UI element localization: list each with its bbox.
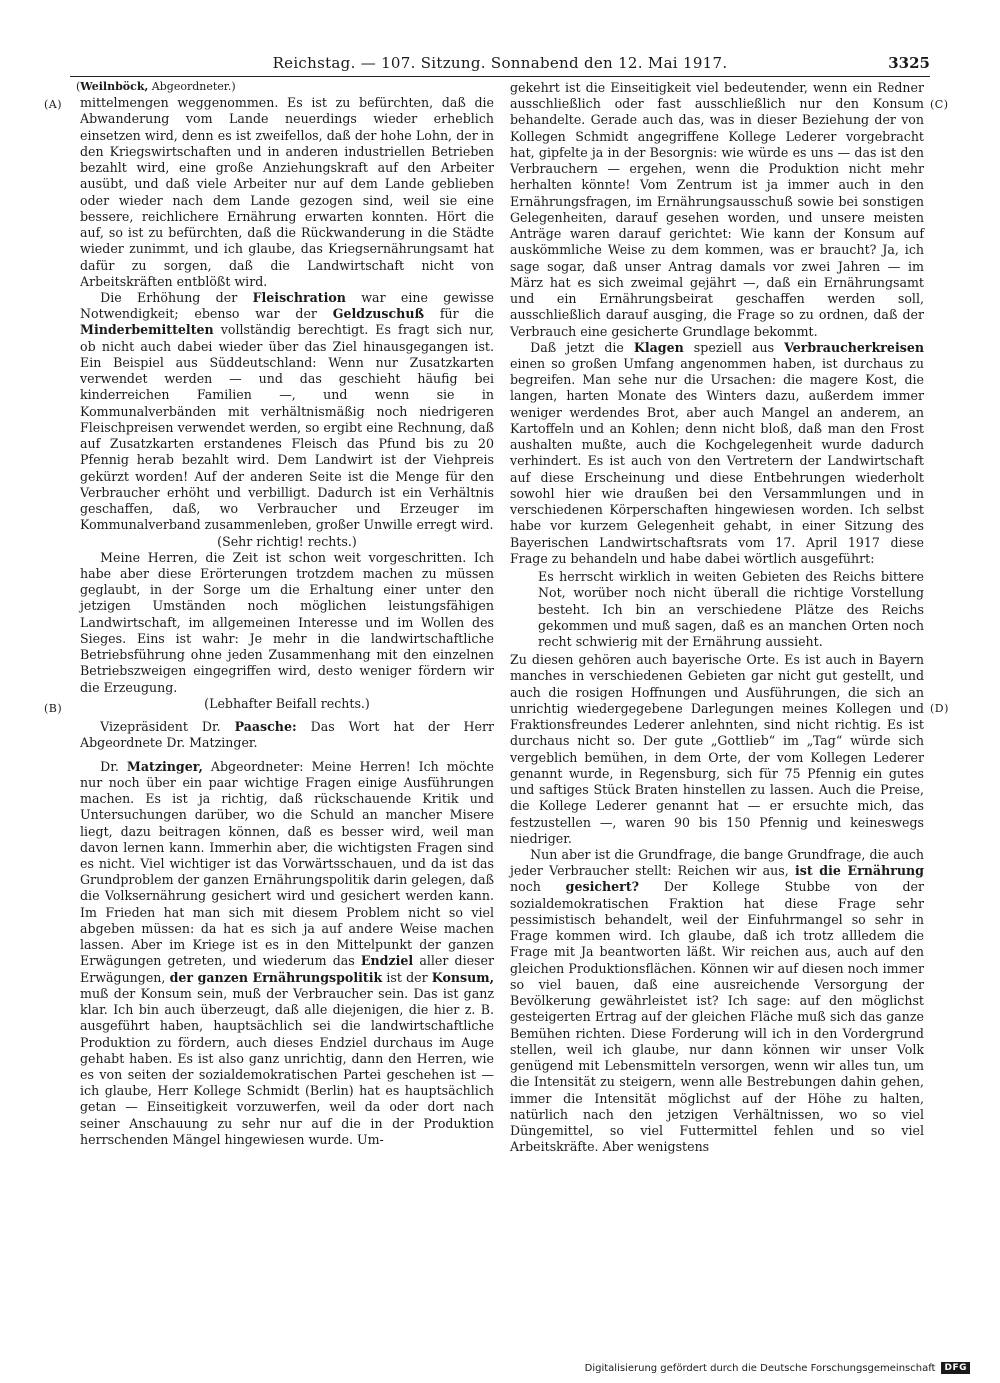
credit-text: Digitalisierung gefördert durch die Deutsche Forschungsgemeinschaft — [584, 1362, 936, 1374]
right-column — [510, 80, 924, 1320]
paragraph: Zu diesen gehören auch bayerische Orte. Es ist auch in Bayern manches in verschiedenen Gebieten gar nicht gut gestellt, und auch die rosigen Hoffnungen und Ausführungen, die sich an unrichtig wiedergegebene Darlegungen meines Kollegen und Fraktionsfreundes Lederer anlehnten, sind nicht richtig. Es ist durchaus nicht so. Der gute „Gottlieb“ im „Tag“ würde sich vergeblich bemühen, in dem Orte, der vom Kollegen Lederer genannt wurde, in Regensburg, sich für 75 Pfennig ein gutes und saftiges Stück Braten hinstellen zu lassen. Auch die Preise, die Kollege Lederer genannt hat — er ersuchte mich, das festzustellen —, waren 90 bis 150 Pfennig und keineswegs niedriger. — [510, 652, 924, 846]
paragraph: mittelmengen weggenommen. Es ist zu befürchten, daß die Abwanderung vom Lande neuerdings wieder erheblich einsetzen wird, denn es ist zweifellos, daß der hohe Lohn, der in den Kriegswirtschaften und in anderen industriellen Betrieben bezahlt wird, eine große Anziehungskraft auf den Arbeiter ausübt, und daß viele Arbeiter nur auf dem Lande geblieben oder wieder nach dem Lande gezogen sind, weil sie eine bessere, reichlichere Ernährung erwarten konnten. Hört die auf, so ist zu befürchten, daß die Rückwanderung in die Städte wieder zunimmt, und ich glaube, das Kriegsernährungsamt hat dafür zu sorgen, daß die Landwirtschaft nicht von Arbeitskräften entblößt wird. — [80, 95, 494, 289]
paragraph: Meine Herren, die Zeit ist schon weit vorgeschritten. Ich habe aber diese Erörterungen trotzdem machen zu müssen geglaubt, in der Sorge um die Erhaltung einer unter den jetzigen Umständen noch möglichen leistungsfähigen Landwirtschaft, im allgemeinen Interesse und im Wollen des Sieges. Eins ist wahr: Je mehr in die landwirtschaftliche Betriebsführung ohne jeden Zusammenhang mit den einzelnen Betriebszweigen eingegriffen wird, desto weniger fördern wir die Erzeugung. — [80, 549, 494, 695]
paragraph: Dr. Matzinger, Abgeordneter: Meine Herren! Ich möchte nur noch über ein paar wichtige Fragen einige Ausführungen machen. Es ist ja richtig, daß rückschauende Kritik und Untersuchungen darüber, wo die Schuld an mancher Misere liegt, dazu beitragen können, daß es besser wird, weil man davon lernen kann. Immerhin aber, die wichtigsten Fragen sind es nicht. Viel wichtiger ist das Vorwärtsschauen, und da ist das Grundproblem der ganzen Ernährungspolitik darin gelegen, daß die Volksernährung gesichert wird und gesichert werden kann. Im Frieden hat man sich mit diesem Problem nicht so viel abgeben müssen: da hat es sich ja auf andere Weise machen lassen. Aber im Kriege ist es in den Mittelpunkt der ganzen Erwägungen getreten, und wiederum das Endziel aller dieser Erwägungen, der ganzen Ernährungspolitik ist der Konsum, muß der Konsum sein, muß der Verbraucher sein. Das ist ganz klar. Ich bin auch überzeugt, daß alle diejenigen, die hier z. B. ausgeführt haben, hauptsächlich sei die landwirtschaftliche Produktion zu fördern, auch dieses Endziel durchaus im Auge gehabt haben. Es ist also ganz unrichtig, dann den Herren, wie es von seiten der sozialdemokratischen Partei geschehen ist — ich glaube, Herr Kollege Schmidt (Berlin) hat es hauptsächlich getan — Einseitigkeit vorzuwerfen, weil da oder dort nach seiner Anschauung zu sehr nur auf die in der Produktion herrschenden Mängel hingewiesen wurde. Um- — [80, 758, 494, 1147]
interjection: (Lebhafter Beifall rechts.) — [204, 695, 370, 711]
footer-credit — [585, 1362, 970, 1374]
running-header — [70, 48, 930, 77]
block-quote: Es herrscht wirklich in weiten Gebieten des Reichs bittere Not, worüber noch nicht überall die richtige Vorstellung besteht. Ich bin an verschiedene Plätze des Reichs gekommen und muß sagen, daß es an manchen Orten noch recht schwierig mit der Ernährung aussieht. — [538, 569, 924, 649]
paragraph: gekehrt ist die Einseitigkeit viel bedeutender, wenn ein Redner ausschließlich oder fast ausschließlich nur den Konsum behandelte. Gerade auch das, was in dieser Beziehung der von Kollegen Schmidt angegriffene Kollege Lederer vorgebracht hat, gipfelte ja in der Besorgnis: wie würde es uns — das ist den Verbrauchern — ergehen, wenn die Produktion nicht mehr herhalten könnte! Vom Zentrum ist ja immer auch in den Ernährungsfragen, im Ernährungsausschuß sowie bei sonstigen Gelegenheiten, darauf gesehen worden, und unsere meisten Anträge waren darauf gerichtet: Wie kann der Konsum auf auskömmliche Weise zu dem kommen, was er braucht? Ja, ich sage sogar, daß unser Antrag damals vor zwei Jahren — im März hat es sich zweimal gejährt —, daß ein Ernährungsamt und ein Ernährungsbeirat geschaffen werden soll, ausschließlich darauf ausging, die Frage so zu ordnen, daß der Verbrauch eine gesicherte Grundlage bekommt. — [510, 80, 924, 339]
speaker-name: Weilnböck, — [80, 80, 149, 93]
page-number: 3325 — [888, 54, 930, 72]
margin-marker-a: (A) — [44, 98, 63, 111]
paragraph: Vizepräsident Dr. Paasche: Das Wort hat der Herr Abgeordnete Dr. Matzinger. — [80, 719, 494, 751]
margin-marker-d: (D) — [930, 702, 949, 715]
paragraph: Daß jetzt die Klagen speziell aus Verbraucherkreisen einen so großen Umfang angenommen haben, ist durchaus zu begreifen. Man sehe nur die Ursachen: die magere Kost, die langen, harten Monate des Winters dazu, außerdem immer weniger werdendes Brot, aber auch Mangel an anderem, an Kartoffeln und an Kohlen; denn nicht bloß, daß man den Frost aushalten mußte, auch die Kochgelegenheit wurde dadurch verhindert. Es ist auch von den Vertretern der Landwirtschaft auf diese Erscheinung und diese Entbehrungen wiederholt sowohl hier wie draußen bei den Versammlungen und in verschiedenen Körperschaften hingewiesen worden. Ich selbst habe vor kurzem Gelegenheit gehabt, in einer Sitzung des Bayerischen Landwirtschaftsrats vom 17. April 1917 diese Frage zu behandeln und habe dabei wörtlich ausgeführt: — [510, 339, 924, 566]
running-title: Reichstag. — 107. Sitzung. Sonnabend den 12. Mai 1917. — [272, 54, 728, 72]
left-column — [76, 80, 494, 1320]
margin-marker-c: (C) — [930, 98, 949, 111]
continued-speaker: (Weilnböck, Abgeordneter.) — [76, 80, 236, 93]
paragraph: Nun aber ist die Grundfrage, die bange Grundfrage, die auch jeder Verbraucher stellt: Reichen wir aus, ist die Ernährung noch gesichert? Der Kollege Stubbe von der sozialdemokratischen Fraktion hat diese Frage sehr pessimistisch behandelt, weil der Einfuhrmangel so sehr in Frage kommen wird. Ich glaube, daß ich trotz allledem die Frage mit Ja beantworten läßt. Wir reichen aus, auch auf den gleichen Produktionsflächen. Können wir auf diesen noch immer so viel bauen, daß eine ausreichende Versorgung der Bevölkerung gewährleistet ist? Ich sage: auf den möglichst gesteigerten Ertrag auf der gleichen Fläche muß sich das ganze Bemühen richten. Diese Forderung will ich in den Vordergrund stellen, weil ich glaube, nur dann können wir unser Volk genügend mit Lebensmitteln versorgen, wenn wir alles tun, um die Intensität zu steigern, wenn alle Bestrebungen dahin gehen, immer die Intensität möglichst auf der Höhe zu halten, natürlich nach den jetzigen Verhältnissen, wo so viel Düngemittel, so viel Futtermittel fehlen und so viel Arbeitskräfte. Aber wenigstens — [510, 847, 924, 1155]
margin-marker-b: (B) — [44, 702, 63, 715]
paragraph: Die Erhöhung der Fleischration war eine gewisse Notwendigkeit; ebenso war der Geldzuschuß für die Minderbemittelten vollständig berechtigt. Es fragt sich nur, ob nicht auch dabei wieder über das Ziel hinausgegangen ist. Ein Beispiel aus Süddeutschland: Wenn nur Zusatzkarten verwendet werden — und das geschieht häufig bei kinderreichen Familien —, und wenn sie in Kommunalverbänden mit verhältnismäßig noch niedrigeren Fleischpreisen verwendet werden, so ergibt eine Rechnung, daß auf Zusatzkarten erstandenes Fleisch das Pfund bis zu 20 Pfennig herab bezahlt wird. Dem Landwirt ist der Viehpreis gekürzt worden! Auf der anderen Seite ist die Menge für den Verbraucher erhöht und verbilligt. Dadurch ist ein Verhältnis geschaffen, daß, wo Verbraucher und Erzeuger im Kommunalverband zusammenleben, großer Unwille erregt wird. — [80, 290, 494, 533]
speaker-role: Abgeordneter.) — [151, 80, 236, 93]
dfg-logo: DFG — [941, 1362, 970, 1374]
interjection: (Sehr richtig! rechts.) — [217, 533, 357, 549]
